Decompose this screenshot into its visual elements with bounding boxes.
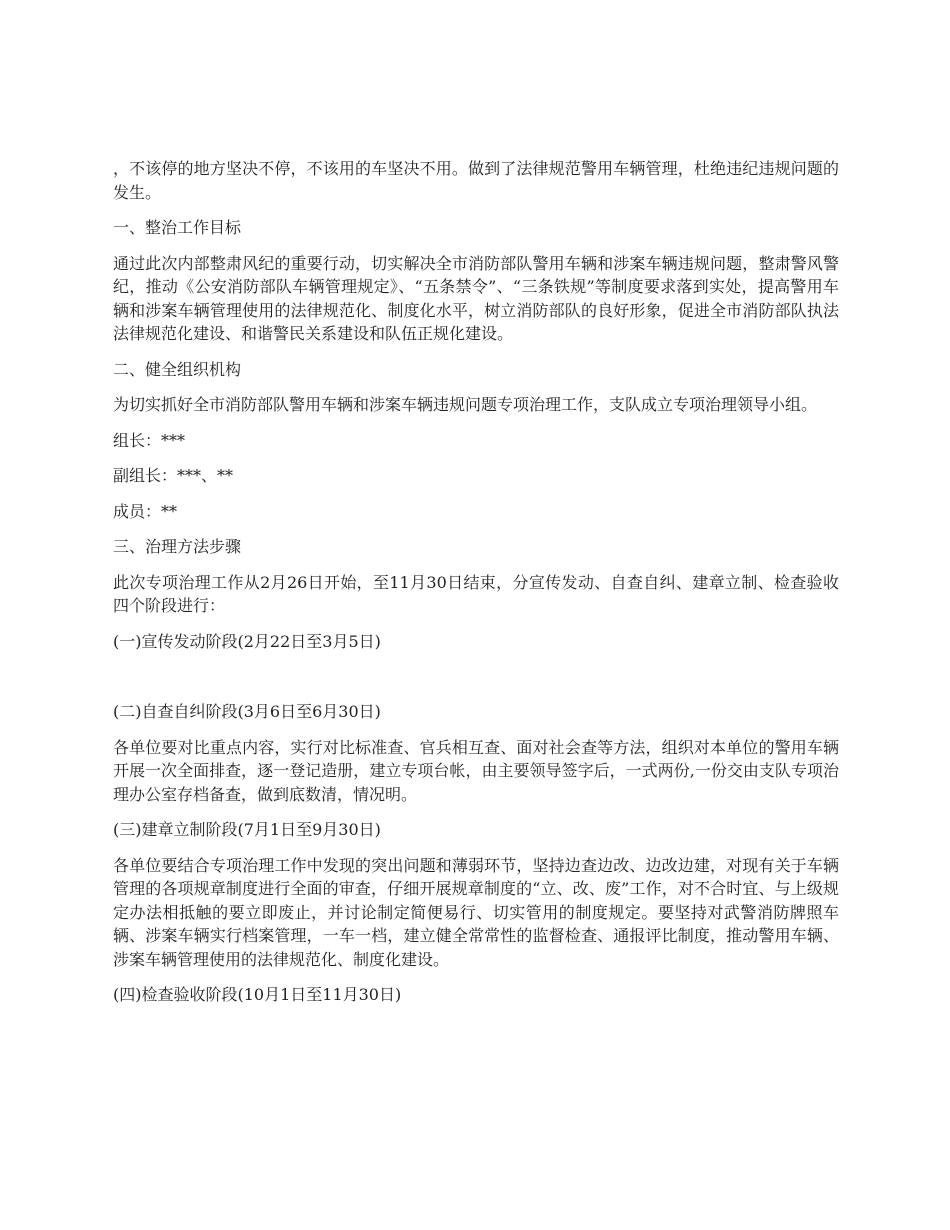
heading-section-2: 二、健全组织机构: [113, 359, 242, 379]
heading-section-1: 一、整治工作目标: [113, 218, 242, 237]
heading-stage-1: (一)宣传发动阶段(2月22日至3月5日): [113, 631, 381, 651]
document-body: [113, 157, 839, 1019]
heading-section-3: 三、治理方法步骤: [113, 537, 242, 556]
members-line: 成员：**: [113, 501, 178, 521]
paragraph-stage-3: 各单位要结合专项治理工作中发现的突出问题和薄弱环节，坚持边查边改、边改边建，对现有关于车辆管理的各项规章制度进行全面的审查，仔细开展规章制度的“立、改、废”工作，对不合时宜、与上级规定办法相抵触的要立即废止，并讨论制定简便易行、切实管用的制度规定。要坚持对武警消防牌照车辆、涉案车辆实行档案管理，一车一档，建立健全常常性的监督检查、通报评比制度，推动警用车辆、涉案车辆管理使用的法律规范化、制度化建设。: [113, 855, 839, 969]
paragraph-organization: 为切实抓好全市消防部队警用车辆和涉案车辆违规问题专项治理工作，支队成立专项治理领导小组。: [113, 395, 818, 414]
deputy-leader-line: 副组长：***、**: [113, 466, 234, 485]
paragraph-goals: 通过此次内部整肃风纪的重要行动，切实解决全市消防部队警用车辆和涉案车辆违规问题，整肃警风警纪，推动《公安消防部队车辆管理规定》、“五条禁令”、“三条铁规”等制度要求落到实处，提高警用车辆和涉案车辆管理使用的法律规范化、制度化水平，树立消防部队的良好形象，促进全市消防部队执法法律规范化建设、和谐警民关系建设和队伍正规化建设。: [113, 253, 839, 343]
heading-stage-3: (三)建章立制阶段(7月1日至9月30日): [113, 820, 381, 839]
heading-stage-4: (四)检查验收阶段(10月1日至11月30日): [113, 985, 402, 1004]
paragraph-stage-2: 各单位要对比重点内容，实行对比标准查、官兵相互查、面对社会查等方法，组织对本单位的警用车辆开展一次全面排查，逐一登记造册，建立专项台帐，由主要领导签字后，一式两份,一份交由支队专项治理办公室存档备查，做到底数清，情况明。: [113, 737, 839, 804]
paragraph-intro-continuation: ，不该停的地方坚决不停，不该用的车坚决不用。做到了法律规范警用车辆管理，杜绝违纪违规问题的发生。: [113, 159, 839, 202]
paragraph-schedule: 此次专项治理工作从2月26日开始，至11月30日结束，分宣传发动、自查自纠、建章立制、检查验收四个阶段进行：: [113, 572, 839, 615]
team-leader-line: 组长：***: [113, 430, 186, 450]
heading-stage-2: (二)自查自纠阶段(3月6日至6月30日): [113, 702, 381, 721]
